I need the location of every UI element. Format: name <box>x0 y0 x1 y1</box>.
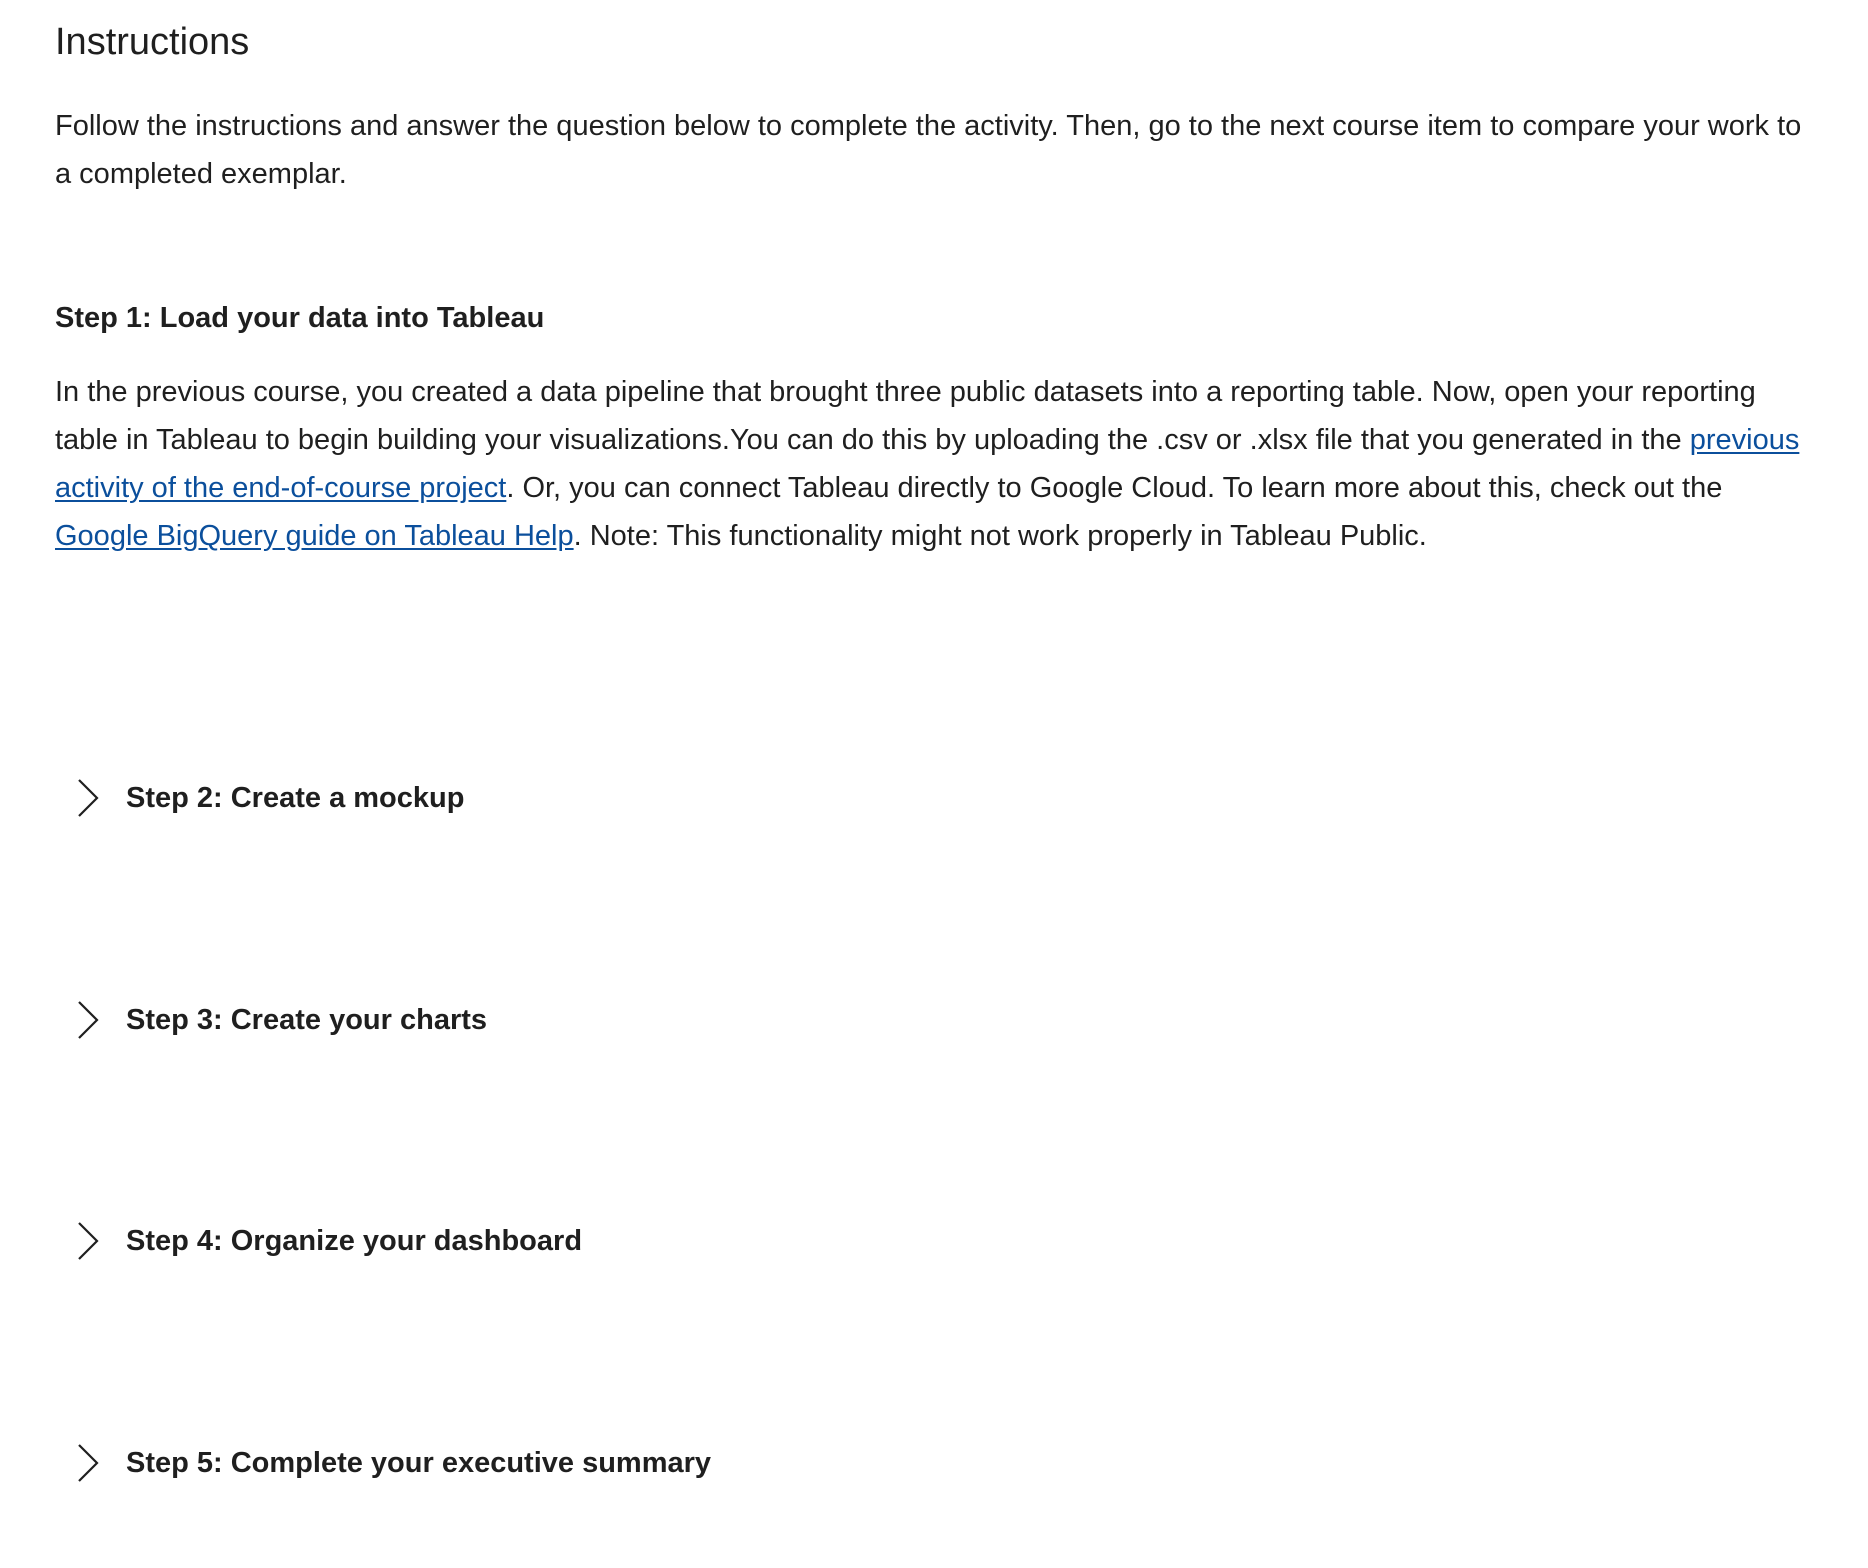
step1-text-part2: . Or, you can connect Tableau directly to Google Cloud. To learn more about this, check out the <box>506 472 1723 504</box>
previous-activity-link[interactable]: previous activity of the end-of-course project <box>55 424 1800 504</box>
accordion-step-4[interactable] <box>55 1213 582 1269</box>
accordion-label: Step 2: Create a mockup <box>126 782 465 814</box>
accordion-label: Step 5: Complete your executive summary <box>126 1447 712 1479</box>
accordion-label: Step 4: Organize your dashboard <box>126 1225 583 1257</box>
chevron-right-icon <box>65 1439 105 1487</box>
page-title: Instructions <box>55 21 250 63</box>
step1-text-part1: In the previous course, you created a data pipeline that brought three public datasets into a reporting table. Now, open your reporting table in Tableau to begin building your visualizations.You can do this by uploading the .csv or .xlsx file that you generated in the <box>55 376 1756 456</box>
step1-paragraph <box>55 368 1815 560</box>
accordion-step-5[interactable] <box>55 1435 711 1491</box>
step1-heading: Step 1: Load your data into Tableau <box>55 302 545 334</box>
step1-text-part3: . Note: This functionality might not work properly in Tableau Public. <box>573 520 1427 552</box>
chevron-right-icon <box>65 774 105 822</box>
intro-paragraph: Follow the instructions and answer the question below to complete the activity. Then, go to the next course item to compare your work to a completed exemplar. <box>55 110 1802 190</box>
bigquery-guide-link[interactable]: Google BigQuery guide on Tableau Help <box>55 520 574 552</box>
accordion-label: Step 3: Create your charts <box>126 1004 488 1036</box>
chevron-right-icon <box>65 996 105 1044</box>
accordion-step-3[interactable] <box>55 992 487 1048</box>
accordion-step-2[interactable] <box>55 770 464 826</box>
chevron-right-icon <box>65 1217 105 1265</box>
